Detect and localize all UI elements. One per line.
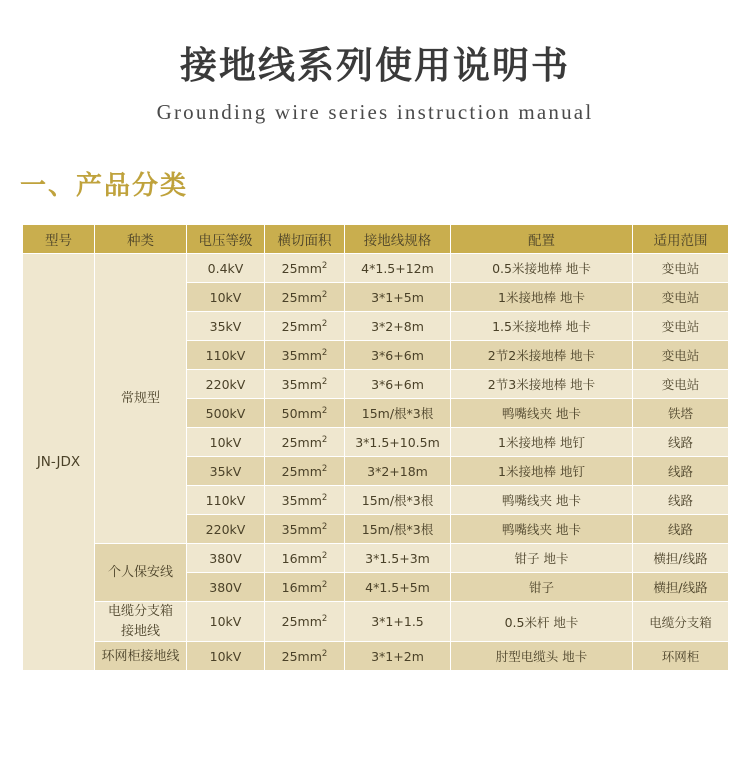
cell-voltage: 380V: [187, 544, 265, 573]
cell-config: 0.5米接地棒 地卡: [451, 254, 633, 283]
cell-config: 1米接地棒 地钉: [451, 457, 633, 486]
table-row: [23, 642, 729, 671]
cell-voltage: 10kV: [187, 602, 265, 642]
cell-scope: 线路: [633, 486, 729, 515]
cell-area: $35mm^2$: [265, 370, 345, 399]
cell-area: $25mm^2$: [265, 457, 345, 486]
table-header: [23, 225, 729, 254]
column-header-voltage: 电压等级: [187, 225, 265, 254]
cell-voltage: 380V: [187, 573, 265, 602]
table-row: [23, 254, 729, 283]
cell-config: 钳子: [451, 573, 633, 602]
cell-voltage: 0.4kV: [187, 254, 265, 283]
cell-config: 1米接地棒 地卡: [451, 283, 633, 312]
cell-voltage: 500kV: [187, 399, 265, 428]
document-page: [0, 44, 750, 760]
cell-config: 鸭嘴线夹 地卡: [451, 399, 633, 428]
cell-scope: 电缆分支箱: [633, 602, 729, 642]
spec-table-wrapper: [0, 224, 750, 671]
cell-spec: 4*1.5+12m: [345, 254, 451, 283]
cell-area: $35mm^2$: [265, 515, 345, 544]
cell-voltage: 220kV: [187, 370, 265, 399]
cell-scope: 横担/线路: [633, 573, 729, 602]
cell-area: $25mm^2$: [265, 602, 345, 642]
cell-config: 1米接地棒 地钉: [451, 428, 633, 457]
cell-scope: 线路: [633, 428, 729, 457]
cell-area: $25mm^2$: [265, 283, 345, 312]
cell-area: $35mm^2$: [265, 486, 345, 515]
cell-voltage: 110kV: [187, 341, 265, 370]
cell-spec: 3*1.5+10.5m: [345, 428, 451, 457]
cell-spec: 15m/根*3根: [345, 515, 451, 544]
cell-scope: 变电站: [633, 341, 729, 370]
cell-scope: 变电站: [633, 312, 729, 341]
cell-scope: 变电站: [633, 254, 729, 283]
cell-spec: 3*1+1.5: [345, 602, 451, 642]
table-body: [23, 254, 729, 671]
cell-area: $25mm^2$: [265, 312, 345, 341]
table-row: [23, 544, 729, 573]
column-header-kind: 种类: [95, 225, 187, 254]
cell-config: 肘型电缆头 地卡: [451, 642, 633, 671]
cell-spec: 3*6+6m: [345, 370, 451, 399]
cell-spec: 3*1+2m: [345, 642, 451, 671]
cell-area: $50mm^2$: [265, 399, 345, 428]
cell-area: $35mm^2$: [265, 341, 345, 370]
cell-area: $25mm^2$: [265, 254, 345, 283]
cell-scope: 环网柜: [633, 642, 729, 671]
cell-spec: 3*2+18m: [345, 457, 451, 486]
cell-voltage: 10kV: [187, 642, 265, 671]
cell-kind: 电缆分支箱 接地线: [95, 602, 187, 642]
cell-kind: 环网柜接地线: [95, 642, 187, 671]
cell-spec: 3*6+6m: [345, 341, 451, 370]
cell-config: 1.5米接地棒 地卡: [451, 312, 633, 341]
cell-spec: 3*2+8m: [345, 312, 451, 341]
cell-area: $16mm^2$: [265, 573, 345, 602]
cell-spec: 15m/根*3根: [345, 486, 451, 515]
section-heading: 一、产品分类: [20, 171, 189, 202]
page-title-zh: 接地线系列使用说明书: [180, 44, 570, 87]
table-row: [23, 602, 729, 642]
cell-area: $16mm^2$: [265, 544, 345, 573]
cell-config: 鸭嘴线夹 地卡: [451, 486, 633, 515]
column-header-config: 配置: [451, 225, 633, 254]
cell-voltage: 35kV: [187, 457, 265, 486]
cell-scope: 线路: [633, 457, 729, 486]
cell-voltage: 220kV: [187, 515, 265, 544]
cell-spec: 3*1+5m: [345, 283, 451, 312]
cell-config: 鸭嘴线夹 地卡: [451, 515, 633, 544]
cell-scope: 铁塔: [633, 399, 729, 428]
cell-spec: 15m/根*3根: [345, 399, 451, 428]
column-header-scope: 适用范围: [633, 225, 729, 254]
cell-config: 2节2米接地棒 地卡: [451, 341, 633, 370]
column-header-model: 型号: [23, 225, 95, 254]
column-header-spec: 接地线规格: [345, 225, 451, 254]
cell-voltage: 35kV: [187, 312, 265, 341]
cell-scope: 变电站: [633, 283, 729, 312]
product-classification-table: [22, 224, 729, 671]
cell-kind: 常规型: [95, 254, 187, 544]
cell-scope: 线路: [633, 515, 729, 544]
cell-config: 0.5米杆 地卡: [451, 602, 633, 642]
cell-scope: 横担/线路: [633, 544, 729, 573]
cell-config: 2节3米接地棒 地卡: [451, 370, 633, 399]
cell-spec: 3*1.5+3m: [345, 544, 451, 573]
cell-config: 钳子 地卡: [451, 544, 633, 573]
cell-area: $25mm^2$: [265, 428, 345, 457]
cell-voltage: 110kV: [187, 486, 265, 515]
cell-scope: 变电站: [633, 370, 729, 399]
cell-spec: 4*1.5+5m: [345, 573, 451, 602]
cell-voltage: 10kV: [187, 283, 265, 312]
page-title-en: Grounding wire series instruction manual: [156, 100, 594, 125]
cell-voltage: 10kV: [187, 428, 265, 457]
column-header-area: 横切面积: [265, 225, 345, 254]
cell-kind: 个人保安线: [95, 544, 187, 602]
table-header-row: [23, 225, 729, 254]
cell-area: $25mm^2$: [265, 642, 345, 671]
cell-model: JN-JDX: [23, 254, 95, 671]
